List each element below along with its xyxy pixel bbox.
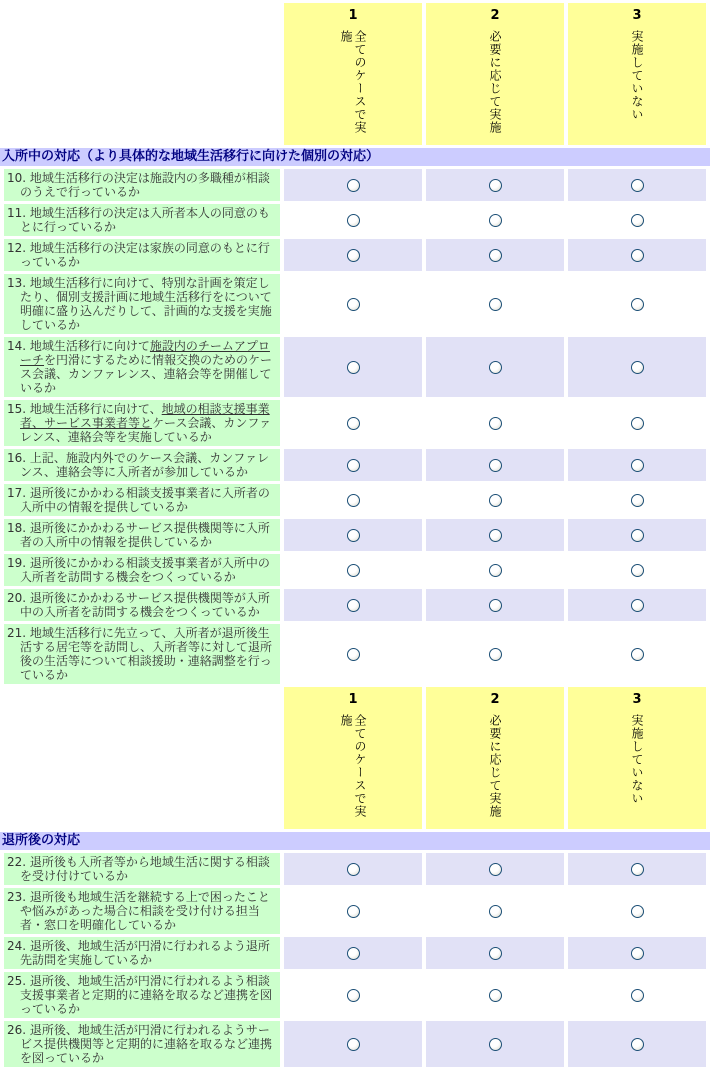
question-cell xyxy=(4,484,280,516)
answer-cell-1[interactable] xyxy=(284,169,422,201)
question-number: 17. xyxy=(7,486,30,500)
rating-column-number: 3 xyxy=(632,8,642,23)
question-text: 退所後も地域生活を継続する上で困ったことや悩みがあった場合に相談を受け付ける担当者・窓口を明確化しているか xyxy=(20,890,270,932)
question-row xyxy=(4,449,706,481)
radio-option-3[interactable] xyxy=(631,529,644,542)
radio-option-2[interactable] xyxy=(489,361,502,374)
radio-option-1[interactable] xyxy=(347,1038,360,1051)
answer-cell-1[interactable] xyxy=(284,972,422,1018)
question-row xyxy=(4,337,706,397)
radio-option-2[interactable] xyxy=(489,947,502,960)
question-text: 退所後、地域生活が円滑に行われるよう相談支援事業者と定期的に連絡を取るなど連携を図っているか xyxy=(20,974,273,1016)
radio-option-2[interactable] xyxy=(489,214,502,227)
answer-cell-3[interactable] xyxy=(568,853,706,885)
answer-cell-1[interactable] xyxy=(284,853,422,885)
question-text: 地域生活移行に向けて、特別な計画を策定したり、個別支援計画に地域生活移行をについて明確に盛り込んだりして、計画的な支援を実施しているか xyxy=(20,276,272,332)
answer-cell-1[interactable] xyxy=(284,624,422,684)
answer-cell-2[interactable] xyxy=(426,484,564,516)
radio-option-2[interactable] xyxy=(489,494,502,507)
rating-column-label: 全てのケースで実施 xyxy=(339,30,367,134)
question-number: 25. xyxy=(7,974,30,988)
radio-option-2[interactable] xyxy=(489,599,502,612)
rating-column-header-3 xyxy=(568,687,706,829)
question-number: 26. xyxy=(7,1023,30,1037)
question-number: 22. xyxy=(7,855,30,869)
answer-cell-3[interactable] xyxy=(568,519,706,551)
radio-option-2[interactable] xyxy=(489,529,502,542)
answer-cell-3[interactable] xyxy=(568,169,706,201)
answer-cell-3[interactable] xyxy=(568,484,706,516)
answer-cell-2[interactable] xyxy=(426,554,564,586)
rating-column-header-3 xyxy=(568,3,706,145)
answer-cell-3[interactable] xyxy=(568,1021,706,1067)
rating-header-row xyxy=(4,687,706,829)
question-row xyxy=(4,888,706,934)
answer-cell-1[interactable] xyxy=(284,888,422,934)
question-row xyxy=(4,554,706,586)
question-number: 20. xyxy=(7,591,30,605)
question-number: 23. xyxy=(7,890,30,904)
question-cell xyxy=(4,554,280,586)
answer-cell-2[interactable] xyxy=(426,853,564,885)
answer-cell-2[interactable] xyxy=(426,888,564,934)
rating-column-number: 2 xyxy=(490,692,500,707)
rating-column-number: 1 xyxy=(348,692,358,707)
rating-column-number: 1 xyxy=(348,8,358,23)
radio-option-3[interactable] xyxy=(631,947,644,960)
question-text: 地域生活移行の決定は施設内の多職種が相談のうえで行っているか xyxy=(20,171,270,199)
rating-column-header-1 xyxy=(284,687,422,829)
radio-option-2[interactable] xyxy=(489,298,502,311)
answer-cell-3[interactable] xyxy=(568,554,706,586)
answer-cell-2[interactable] xyxy=(426,972,564,1018)
rating-header-spacer xyxy=(4,3,280,145)
rating-column-header-1 xyxy=(284,3,422,145)
question-cell xyxy=(4,274,280,334)
radio-option-1[interactable] xyxy=(347,863,360,876)
radio-option-2[interactable] xyxy=(489,863,502,876)
question-cell xyxy=(4,589,280,621)
question-cell xyxy=(4,888,280,934)
answer-cell-2[interactable] xyxy=(426,449,564,481)
question-text-underlined: 施設内のチームアプローチ xyxy=(20,339,270,367)
question-row xyxy=(4,519,706,551)
radio-option-1[interactable] xyxy=(347,361,360,374)
answer-cell-2[interactable] xyxy=(426,589,564,621)
answer-cell-1[interactable] xyxy=(284,400,422,446)
question-number: 15. xyxy=(7,402,30,416)
question-number: 16. xyxy=(7,451,30,465)
rating-header-spacer xyxy=(4,687,280,829)
answer-cell-2[interactable] xyxy=(426,937,564,969)
question-text: 退所後にかかわる相談支援事業者に入所者の入所中の情報を提供しているか xyxy=(20,486,270,514)
rating-column-number: 3 xyxy=(632,692,642,707)
radio-option-3[interactable] xyxy=(631,298,644,311)
question-number: 11. xyxy=(7,206,30,220)
radio-option-2[interactable] xyxy=(489,989,502,1002)
answer-cell-1[interactable] xyxy=(284,204,422,236)
question-cell xyxy=(4,937,280,969)
answer-cell-3[interactable] xyxy=(568,972,706,1018)
question-row xyxy=(4,484,706,516)
radio-option-1[interactable] xyxy=(347,599,360,612)
question-cell xyxy=(4,169,280,201)
question-number: 18. xyxy=(7,521,30,535)
question-number: 13. xyxy=(7,276,30,290)
rating-column-label: 実施していない xyxy=(630,30,644,121)
answer-cell-2[interactable] xyxy=(426,519,564,551)
answer-cell-3[interactable] xyxy=(568,624,706,684)
radio-option-3[interactable] xyxy=(631,599,644,612)
question-row xyxy=(4,400,706,446)
question-cell xyxy=(4,853,280,885)
question-text: を円滑にするために情報交換のためのケース会議、カンファレンス、連絡会等を開催しているか xyxy=(20,353,273,395)
section-title-1: 入所中の対応（より具体的な地域生活移行に向けた個別の対応） xyxy=(0,148,710,166)
question-cell xyxy=(4,204,280,236)
radio-option-2[interactable] xyxy=(489,1038,502,1051)
radio-option-1[interactable] xyxy=(347,249,360,262)
answer-cell-1[interactable] xyxy=(284,1021,422,1067)
rating-header-row xyxy=(4,3,706,145)
question-text: 退所後、地域生活が円滑に行われるようサービス提供機関等と定期的に連絡を取るなど連携を図っているか xyxy=(20,1023,273,1065)
answer-cell-3[interactable] xyxy=(568,937,706,969)
question-row xyxy=(4,239,706,271)
rating-column-label: 必要に応じて実施 xyxy=(488,30,502,134)
question-text: 退所後、地域生活が円滑に行われるよう退所先訪問を実施しているか xyxy=(20,939,270,967)
question-row xyxy=(4,589,706,621)
answer-cell-3[interactable] xyxy=(568,274,706,334)
question-row xyxy=(4,274,706,334)
radio-option-3[interactable] xyxy=(631,214,644,227)
radio-option-3[interactable] xyxy=(631,905,644,918)
question-cell xyxy=(4,449,280,481)
question-row xyxy=(4,624,706,684)
answer-cell-2[interactable] xyxy=(426,337,564,397)
answer-cell-2[interactable] xyxy=(426,274,564,334)
answer-cell-1[interactable] xyxy=(284,274,422,334)
radio-option-1[interactable] xyxy=(347,648,360,661)
question-number: 12. xyxy=(7,241,30,255)
question-cell xyxy=(4,239,280,271)
radio-option-2[interactable] xyxy=(489,249,502,262)
radio-option-2[interactable] xyxy=(489,179,502,192)
question-text: 上記、施設内外でのケース会議、カンファレンス、連絡会等に入所者が参加しているか xyxy=(20,451,270,479)
radio-option-1[interactable] xyxy=(347,459,360,472)
question-row xyxy=(4,204,706,236)
answer-cell-2[interactable] xyxy=(426,1021,564,1067)
rating-column-header-2 xyxy=(426,3,564,145)
radio-option-2[interactable] xyxy=(489,417,502,430)
question-cell xyxy=(4,1021,280,1067)
radio-option-1[interactable] xyxy=(347,179,360,192)
question-text: 退所後にかかわるサービス提供機関等に入所者の入所中の情報を提供しているか xyxy=(20,521,270,549)
question-text: 退所後も入所者等から地域生活に関する相談を受け付けているか xyxy=(20,855,270,883)
rating-column-number: 2 xyxy=(490,8,500,23)
question-cell xyxy=(4,519,280,551)
question-number: 10. xyxy=(7,171,30,185)
question-text-underlined: 地域の相談支援事業者、サービス事業者等と xyxy=(20,402,270,430)
question-number: 24. xyxy=(7,939,30,953)
radio-option-1[interactable] xyxy=(347,905,360,918)
section-title-2: 退所後の対応 xyxy=(0,832,710,850)
radio-option-1[interactable] xyxy=(347,564,360,577)
question-text: 地域生活移行に向けて xyxy=(29,339,150,353)
answer-cell-1[interactable] xyxy=(284,337,422,397)
question-row xyxy=(4,1021,706,1067)
question-cell xyxy=(4,337,280,397)
question-text: 退所後にかかわるサービス提供機関等が入所中の入所者を訪問する機会をつくっているか xyxy=(20,591,270,619)
question-text: 地域生活移行に向けて、 xyxy=(29,402,162,416)
answer-cell-2[interactable] xyxy=(426,204,564,236)
radio-option-3[interactable] xyxy=(631,1038,644,1051)
radio-option-3[interactable] xyxy=(631,249,644,262)
rating-column-label: 実施していない xyxy=(630,714,644,805)
answer-cell-3[interactable] xyxy=(568,400,706,446)
answer-cell-1[interactable] xyxy=(284,937,422,969)
answer-cell-1[interactable] xyxy=(284,239,422,271)
question-text: 地域生活移行の決定は家族の同意のもとに行っているか xyxy=(20,241,270,269)
radio-option-3[interactable] xyxy=(631,494,644,507)
radio-option-1[interactable] xyxy=(347,947,360,960)
answer-cell-3[interactable] xyxy=(568,337,706,397)
radio-option-3[interactable] xyxy=(631,863,644,876)
question-text: 地域生活移行の決定は入所者本人の同意のもとに行っているか xyxy=(20,206,270,234)
rating-column-label: 必要に応じて実施 xyxy=(488,714,502,818)
radio-option-2[interactable] xyxy=(489,459,502,472)
answer-cell-2[interactable] xyxy=(426,239,564,271)
radio-option-1[interactable] xyxy=(347,989,360,1002)
question-cell xyxy=(4,400,280,446)
rating-column-label: 全てのケースで実施 xyxy=(339,714,367,818)
question-number: 14. xyxy=(7,339,30,353)
question-cell xyxy=(4,972,280,1018)
answer-cell-1[interactable] xyxy=(284,519,422,551)
radio-option-3[interactable] xyxy=(631,564,644,577)
radio-option-2[interactable] xyxy=(489,905,502,918)
answer-cell-3[interactable] xyxy=(568,589,706,621)
radio-option-2[interactable] xyxy=(489,564,502,577)
radio-option-3[interactable] xyxy=(631,361,644,374)
radio-option-3[interactable] xyxy=(631,459,644,472)
answer-cell-3[interactable] xyxy=(568,888,706,934)
radio-option-1[interactable] xyxy=(347,417,360,430)
rating-column-header-2 xyxy=(426,687,564,829)
radio-option-3[interactable] xyxy=(631,989,644,1002)
answer-cell-1[interactable] xyxy=(284,484,422,516)
question-cell xyxy=(4,624,280,684)
radio-option-1[interactable] xyxy=(347,494,360,507)
radio-option-3[interactable] xyxy=(631,417,644,430)
question-text: 地域生活移行に先立って、入所者が退所後生活する居宅等を訪問し、入所者等に対して退所後の生活等について相談援助・連絡調整を行っているか xyxy=(20,626,273,682)
question-row xyxy=(4,937,706,969)
answer-cell-2[interactable] xyxy=(426,400,564,446)
answer-cell-1[interactable] xyxy=(284,589,422,621)
answer-cell-2[interactable] xyxy=(426,624,564,684)
answer-cell-1[interactable] xyxy=(284,449,422,481)
question-number: 21. xyxy=(7,626,30,640)
question-row xyxy=(4,169,706,201)
answer-cell-3[interactable] xyxy=(568,239,706,271)
question-text: 退所後にかかわる相談支援事業者が入所中の入所者を訪問する機会をつくっているか xyxy=(20,556,270,584)
question-row xyxy=(4,853,706,885)
answer-cell-3[interactable] xyxy=(568,204,706,236)
radio-option-1[interactable] xyxy=(347,529,360,542)
question-row xyxy=(4,972,706,1018)
answer-cell-2[interactable] xyxy=(426,169,564,201)
radio-option-2[interactable] xyxy=(489,648,502,661)
radio-option-1[interactable] xyxy=(347,298,360,311)
radio-option-3[interactable] xyxy=(631,648,644,661)
question-number: 19. xyxy=(7,556,30,570)
radio-option-3[interactable] xyxy=(631,179,644,192)
answer-cell-3[interactable] xyxy=(568,449,706,481)
question-text: ケース会議、カンファレンス、連絡会等を実施しているか xyxy=(20,416,272,444)
radio-option-1[interactable] xyxy=(347,214,360,227)
answer-cell-1[interactable] xyxy=(284,554,422,586)
